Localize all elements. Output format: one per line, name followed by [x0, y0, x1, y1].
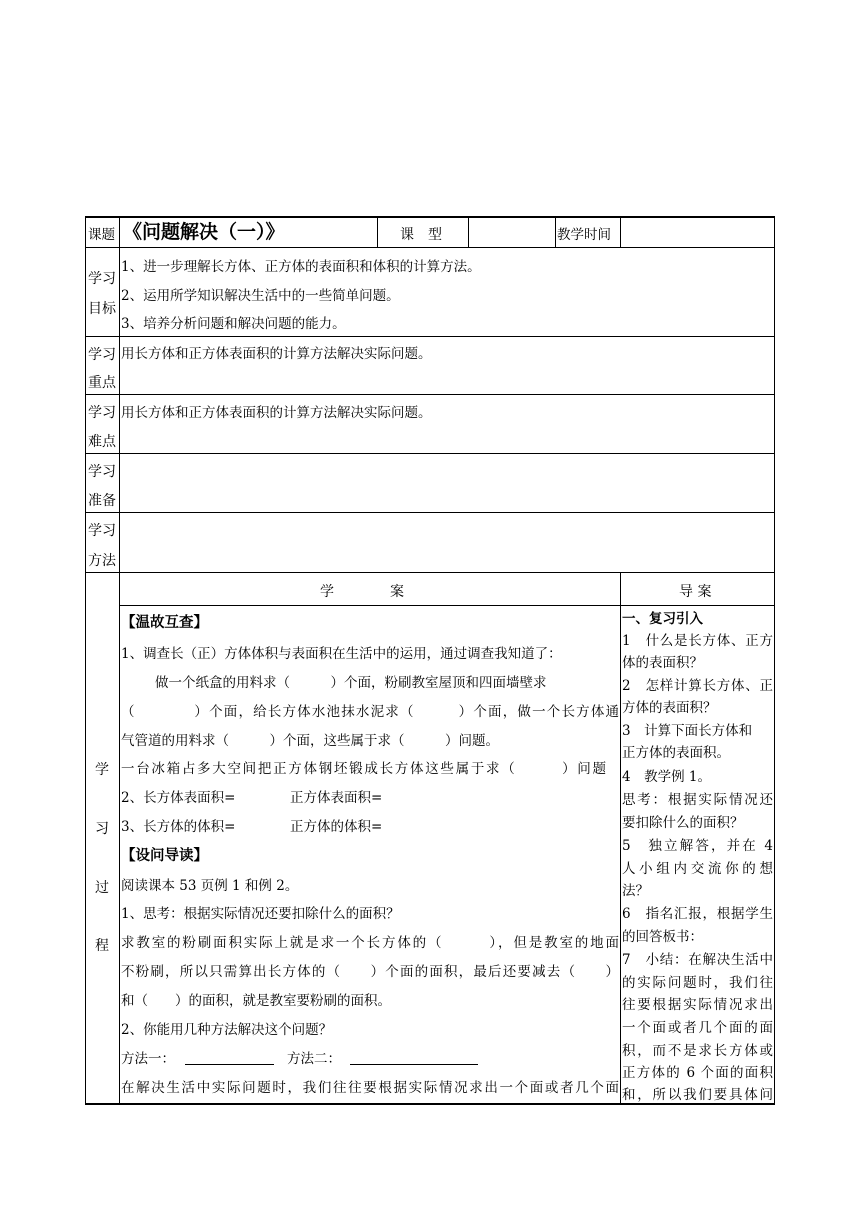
row-divider [85, 453, 775, 454]
teaching-time-label: 教学时间 [557, 227, 611, 243]
method-one-label: 方法一： [121, 1051, 175, 1067]
process-label-char: 习 [95, 821, 109, 837]
study-line: （ ）个面，给长方体水池抹水泥求（ ）个面，做一个长方体通 [121, 704, 619, 720]
process-label-char: 程 [95, 938, 109, 954]
goal-item: 1、进一步理解长方体、正方体的表面积和体积的计算方法。 [121, 259, 481, 275]
study-line: 一台冰箱占多大空间把正方体钢坯锻成长方体这些属于求（ ）问题 [121, 761, 606, 777]
study-line: 阅读课本 53 页例 1 和例 2。 [121, 878, 299, 894]
guide-line: 人小组内交流你的想 [622, 861, 773, 877]
guide-line: 方体的表面积？ [622, 700, 717, 716]
key-points-label-line1: 学习 [88, 347, 116, 363]
guide-line: 6 指名汇报，根据学生 [622, 906, 773, 922]
study-line: 1、思考：根据实际情况还要扣除什么的面积？ [121, 906, 400, 922]
table-top-border [85, 216, 775, 218]
method-two-label: 方法二： [287, 1051, 341, 1067]
method-label-line2: 方法 [88, 553, 116, 569]
method-one-blank[interactable] [185, 1064, 274, 1065]
guide-line: 7 小结：在解决生活中 [622, 952, 773, 968]
preparation-label-line1: 学习 [88, 464, 116, 480]
study-plan-header: 学 案 [320, 584, 404, 600]
guide-line: 法？ [622, 883, 649, 899]
guide-line: 要扣除什么的面积？ [622, 815, 744, 831]
guide-line: 一个面或者几个面的面 [622, 1020, 773, 1036]
label-column-divider [119, 216, 120, 1104]
guide-line: 4 教学例 1。 [622, 769, 711, 785]
guide-line: 体的表面积？ [622, 655, 703, 671]
header-cell-divider [468, 216, 469, 247]
study-line: 1、调查长（正）方体体积与表面积在生活中的运用，通过调查我知道了： [121, 646, 562, 662]
row-divider [85, 394, 775, 395]
guide-line: 思考：根据实际情况还 [622, 792, 773, 808]
guide-line: 正方体的表面积。 [622, 745, 730, 761]
difficulties-text: 用长方体和正方体表面积的计算方法解决实际问题。 [121, 405, 432, 421]
table-left-border [85, 216, 86, 1104]
process-label-char: 过 [95, 880, 109, 896]
study-line: 在解决生活中实际问题时，我们往往要根据实际情况求出一个面或者几个面 [121, 1080, 619, 1096]
method-label-line1: 学习 [88, 523, 116, 539]
guide-line: 2 怎样计算长方体、正 [622, 678, 773, 694]
goal-item: 2、运用所学知识解决生活中的一些简单问题。 [121, 288, 400, 304]
study-line: 不粉刷，所以只需算出长方体的（ ）个面的面积，最后还要减去（ ） [121, 964, 619, 980]
guide-line: 的实际问题时，我们往 [622, 975, 773, 991]
goals-label-line1: 学习 [88, 271, 116, 287]
row-divider [85, 572, 775, 573]
row-divider [85, 247, 775, 248]
guide-line: 5 独立解答，并在 4 [622, 838, 773, 854]
header-cell-divider [555, 216, 556, 247]
key-points-label-line2: 重点 [88, 375, 116, 391]
study-line: 2、你能用几种方法解决这个问题？ [121, 1022, 333, 1038]
guide-line: 的回答板书： [622, 929, 703, 945]
guide-section-heading: 一、复习引入 [622, 611, 703, 627]
row-divider [85, 512, 775, 513]
row-divider [119, 605, 775, 606]
key-points-text: 用长方体和正方体表面积的计算方法解决实际问题。 [121, 346, 432, 362]
study-line: 和（ ）的面积，就是教室要粉刷的面积。 [121, 993, 391, 1009]
preparation-label-line2: 准备 [88, 493, 116, 509]
goals-label-line2: 目标 [88, 301, 116, 317]
study-line: 求教室的粉刷面积实际上就是求一个长方体的（ ），但是教室的地面 [121, 935, 619, 951]
cube-surface-formula: 正方体表面积= [290, 790, 383, 806]
guide-line: 1 什么是长方体、正方 [622, 633, 773, 649]
guide-plan-header: 导 案 [679, 584, 712, 600]
cuboid-volume-formula: 3、长方体的体积= [121, 819, 236, 835]
review-section-heading: 【温故互查】 [121, 615, 208, 631]
cube-volume-formula: 正方体的体积= [290, 819, 383, 835]
table-right-border [774, 216, 775, 1104]
guide-line: 往要根据实际情况求出 [622, 997, 773, 1013]
header-cell-divider [377, 216, 378, 247]
difficulties-label-line2: 难点 [88, 434, 116, 450]
guide-line: 和，所以我们要具体问 [622, 1087, 773, 1103]
row-divider [85, 336, 775, 337]
method-two-blank[interactable] [350, 1064, 478, 1065]
guide-line: 积，而不是求长方体或 [622, 1043, 773, 1059]
guide-line: 正方体的 6 个面的面积 [622, 1065, 773, 1081]
guide-line: 3 计算下面长方体和 [622, 723, 753, 739]
study-guide-divider [620, 572, 621, 1104]
lesson-type-label: 课 型 [400, 227, 442, 243]
header-cell-divider [620, 216, 621, 247]
study-line: 气管道的用料求（ ）个面，这些属于求（ ）问题。 [121, 733, 499, 749]
guided-reading-heading: 【设问导读】 [121, 848, 208, 864]
table-bottom-border [85, 1103, 775, 1105]
topic-title: 《问题解决（一）》 [123, 221, 285, 243]
cuboid-surface-formula: 2、长方体表面积= [121, 790, 236, 806]
topic-label: 课题 [88, 227, 115, 243]
difficulties-label-line1: 学习 [88, 405, 116, 421]
goal-item: 3、培养分析问题和解决问题的能力。 [121, 316, 346, 332]
process-label-char: 学 [95, 762, 109, 778]
study-line: 做一个纸盒的用料求（ ）个面，粉刷教室屋顶和四面墙壁求 [155, 675, 547, 691]
